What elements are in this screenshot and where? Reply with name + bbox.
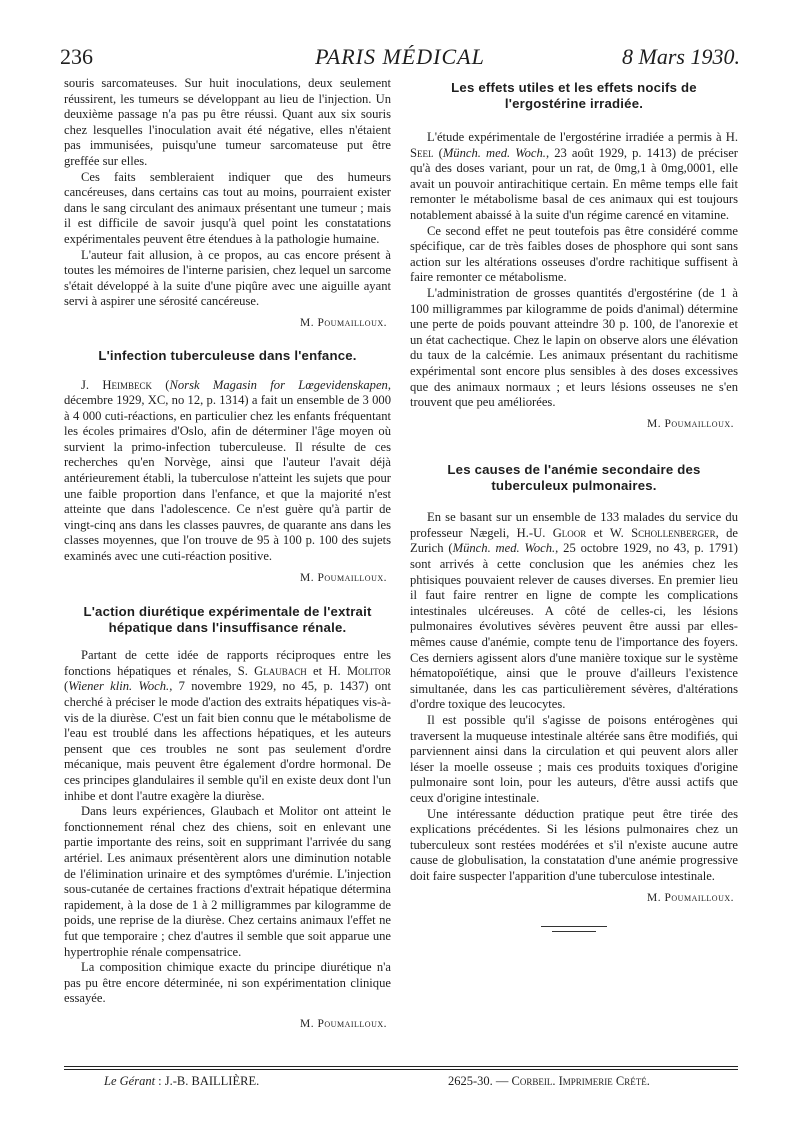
paragraph: L'étude expérimentale de l'ergostérine irradiée a permis à H. Seel (Münch. med. Woch., 23 août 1929, p. 1413) de préciser qu'à des doses variant, pour un rat, de 0mg,1 à 0mg,0001, elle avait un pouvoir antirachitique certain. En même temps elle fait remonter le métabolisme basal de ces animaux qui est toujours notablement abaissé à la suite d'un régime carencé en vitamine.	[410, 130, 738, 222]
paragraph: L'administration de grosses quantités d'ergostérine (de 1 à 100 milligrammes par kilogramme de poids d'animal) détermine une perte de poids pouvant atteindre 30 p. 100, de l'anorexie et un état cachectique. Chez le lapin on observe alors une élévation du taux de la calcémie. Les animaux présentant du rachitisme expérimental sont encore plus sensibles à des doses excessives que des animaux normaux ; et leurs lésions osseuses ne s'en trouvent que peu améliorées.	[410, 285, 738, 410]
author-name: Schollenberger	[631, 525, 716, 540]
author-signature: M. Poumailloux.	[300, 571, 387, 584]
paragraph: J. Heimbeck (Norsk Magasin for Lœgevidenskapen, décembre 1929, XC, no 12, p. 1314) a fait un ensemble de 3 000 à 4 000 cuti-réactions, en particulier chez les enfants fréquentant les écoles primaires d'Oslo, afin de déterminer l'âge moyen où survient la primo-infection tuberculeuse. Il résulte de ces recherches qu'en Norvège, ainsi que l'auteur l'avait déjà antérieurement établi, la tuberculose n'atteint les sujets que pour une faible proportion dans l'enfance, et que la majorité n'est atteinte que dans l'adolescence. Ce n'est guère qu'à partir de vingt-cinq ans dans les classes pauvres, de quarante ans dans les classes moyennes, que l'on trouve de 95 à 100 p. 100 des sujets examinés avec une cuti-réaction positive.	[64, 377, 391, 564]
running-header	[60, 44, 740, 74]
continued-paragraph: souris sarcomateuses. Sur huit inoculations, deux seulement réussirent, les tumeurs se développant au lieu de l'injection. Un deuxième passage n'a pas pu être réussi. Quant aux six souris chez lesquelles l'inoculation avait été négative, elles n'étaient pas immunisées, puisqu'une tumeur sarcomateuse put être greffée sur elles.	[64, 76, 391, 168]
author-name: Seel	[410, 145, 434, 160]
author-name: J. Heimbeck	[81, 377, 152, 392]
footer-rule	[64, 1069, 738, 1070]
paragraph: Partant de cette idée de rapports réciproques entre les fonctions hépatiques et rénales, S. Glaubach et H. Molitor (Wiener klin. Woch., 7 novembre 1929, no 45, p. 1437) ont cherché à préciser le mode d'action des extraits hépatiques vis-à-vis de la diurèse. C'est un fait bien connu que le métabolisme de l'eau est troublé dans les affections hépatiques, et les auteurs pensent que ces troubles ne sont pas seulement d'ordre mécanique, mais peuvent être également d'ordre hormonal. De ces principes glandulaires il semble qu'il en existe deux dont l'un inhibe et dont l'autre exagère la diurèse.	[64, 648, 391, 803]
author-name: Glaubach	[254, 663, 307, 678]
journal-title: PARIS MÉDICAL	[315, 44, 485, 69]
paragraph: La composition chimique exacte du principe diurétique n'a pas pu être encore déterminée, ni son expérimentation clinique essayée.	[64, 960, 391, 1006]
article-title-tb-infection: L'infection tuberculeuse dans l'enfance.	[98, 347, 357, 363]
author-signature: M. Poumailloux.	[647, 891, 734, 904]
author-signature: M. Poumailloux.	[647, 417, 734, 430]
paragraph: Ce second effet ne peut toutefois pas être considéré comme spécifique, car de très faibles doses de phosphore qui sont sans action sur les altérations osseuses d'ordre rachitique suffisent à faire remonter ce métabolisme.	[410, 223, 738, 285]
author-signature: M. Poumailloux.	[300, 316, 387, 329]
author-name: Gloor	[552, 525, 587, 540]
printer-imprint: 2625-30. — Corbeil. Imprimerie Crété.	[448, 1074, 650, 1088]
paragraph: Ces faits sembleraient indiquer que des humeurs cancéreuses, dans certains cas tout au moins, pourraient exister dans le sang circulant des animaux présentant une tumeur ; mais il est difficile de savoir jusqu'à quel point les constatations expérimentales peuvent être étendues à la pathologie humaine.	[64, 169, 391, 246]
issue-date: 8 Mars 1930.	[622, 44, 740, 69]
section-divider	[552, 931, 596, 932]
author-signature: M. Poumailloux.	[300, 1017, 387, 1030]
paragraph: En se basant sur un ensemble de 133 malades du service du professeur Nægeli, H.-U. Gloor et W. Schollenberger, de Zurich (Münch. med. Woch., 25 octobre 1929, no 43, p. 1791) sont arrivés à cette conclusion que les anémies chez les phtisiques pouvaient relever de causes diverses. En premier lieu il faut faire rentrer en ligne de compte les complications intestinales ulcéreuses. A côté de celles-ci, les lésions pulmonaires évolutives sévères peuvent être aussi par elles-mêmes cause d'anémie, compte tenu de l'importance des foyers. Ces derniers agissent alors d'une manière toxique sur le système hématopoïétique, ainsi que le prouve d'ailleurs l'existence simultanée, dans les cas particulièrement sévères, d'altérations d'ordre toxique des leucocytes.	[410, 510, 738, 712]
publisher-manager: Le Gérant : J.-B. BAILLIÈRE.	[104, 1074, 260, 1088]
article-title-ergosterine: Les effets utiles et les effets nocifs de l'ergostérine irradiée.	[451, 80, 697, 111]
paragraph: Dans leurs expériences, Glaubach et Molitor ont atteint le fonctionnement rénal chez des chiens, soit en enlevant une partie importante des reins, soit en supprimant l'arrivée du sang artériel. Les animaux présentèrent alors une diminution notable de l'élimination urinaire et des symptômes d'urémie. L'injection sous-cutanée de certaines fractions d'extrait hépatique détermina rapidement, à la dose de 1 à 2 milligrammes par kilogramme de poids, une reprise de la diurèse. Chez certains animaux l'effet ne fut que temporaire ; chez d'autres il semble que soit apparue une hypertrophie rénale compensatrice.	[64, 804, 391, 959]
journal-citation: Norsk Magasin for Lœgevidenskapen	[169, 377, 388, 392]
paragraph: L'auteur fait allusion, à ce propos, au cas encore présent à toutes les mémoires de l'interne parisien, chez lequel un sarcome s'était développé à la suite d'une piqûre avec une aiguille ayant servi à aspirer une sérosité cancéreuse.	[64, 247, 391, 309]
page-footer	[64, 1074, 738, 1094]
article-title-anemia: Les causes de l'anémie secondaire des tuberculeux pulmonaires.	[447, 462, 701, 494]
left-column	[64, 76, 391, 1032]
paragraph: Une intéressante déduction pratique peut être tirée des explications précédentes. Si les lésions pulmonaires chez un tuberculeux sont restées modérées et s'il n'existe aucune autre cause de globulisation, la constatation d'une anémie progressive doit faire suspecter l'apparition d'une tuberculose intestinale.	[410, 806, 738, 883]
footer-rule	[64, 1066, 738, 1067]
journal-citation: Münch. med. Woch.	[452, 541, 556, 556]
right-column	[410, 76, 738, 932]
journal-citation: Münch. med. Woch.	[442, 145, 546, 160]
article-title-diuretic: L'action diurétique expérimentale de l'extrait hépatique dans l'insuffisance rénale.	[83, 604, 372, 636]
section-divider	[541, 926, 607, 927]
paragraph: Il est possible qu'il s'agisse de poisons entérogènes qui traversent la muqueuse intestinale altérée sans être modifiés, qui parviennent ainsi dans la circulation et qui peuvent alors aller léser la moelle osseuse ; mais ces produits toxiques d'origine pulmonaire sont loin, pour les auteurs, d'être aussi actifs que ceux d'origine intestinale.	[410, 713, 738, 805]
page-number: 236	[60, 44, 93, 69]
author-name: Molitor	[346, 663, 391, 678]
journal-citation: Wiener klin. Woch.	[68, 679, 170, 694]
